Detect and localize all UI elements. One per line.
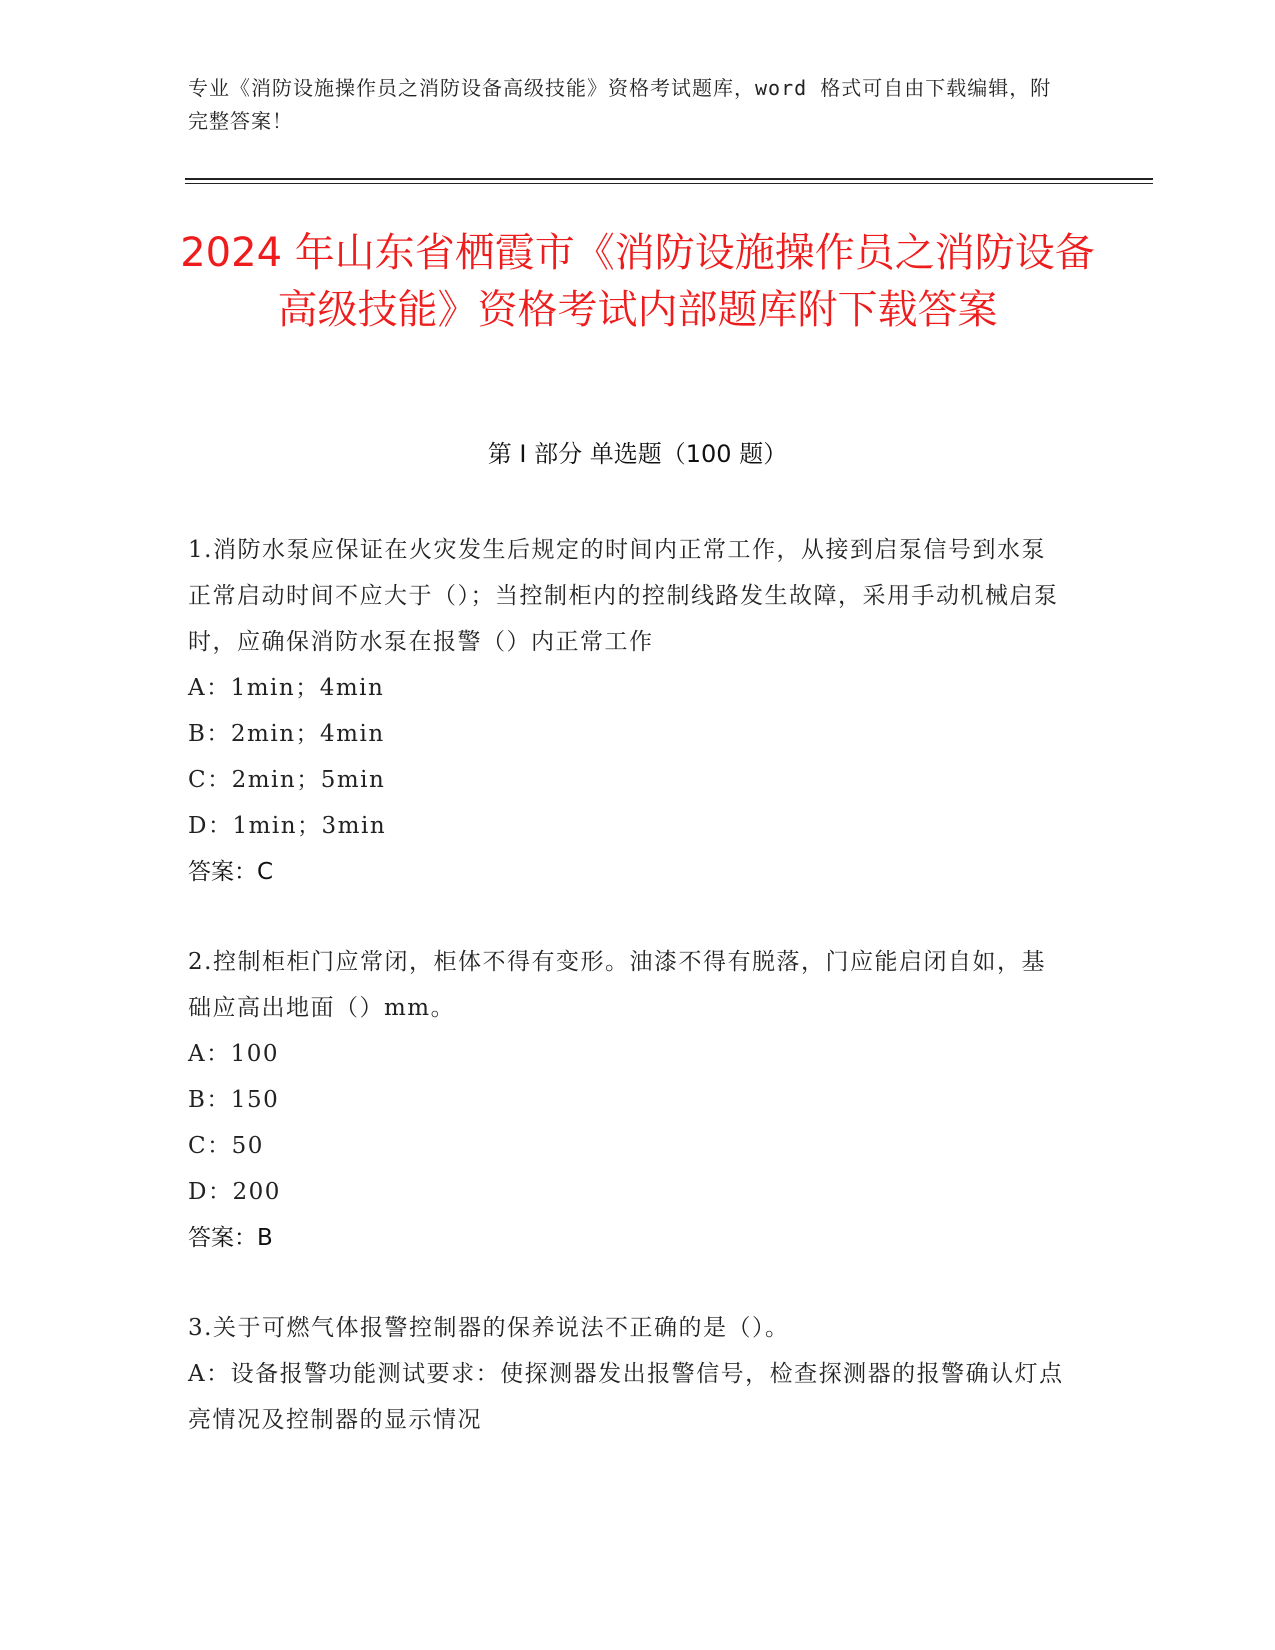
option-a: A：设备报警功能测试要求：使探测器发出报警信号，检查探测器的报警确认灯点亮情况及控制器的显示情况 bbox=[188, 1361, 1064, 1433]
header-divider-thin bbox=[185, 183, 1153, 184]
question-text: 3.关于可燃气体报警控制器的保养说法不正确的是（）。 bbox=[188, 1315, 790, 1341]
option-c: C：2min；5min bbox=[188, 767, 386, 793]
option-d: D：200 bbox=[188, 1179, 281, 1205]
question-list bbox=[188, 527, 1068, 1443]
question-gap bbox=[188, 1261, 1068, 1305]
answer: 答案：B bbox=[188, 1225, 273, 1251]
question-1 bbox=[188, 527, 1068, 895]
question-text: 2.控制柜柜门应常闭，柜体不得有变形。油漆不得有脱落，门应能启闭自如，基础应高出地面（）mm。 bbox=[188, 949, 1046, 1021]
document-title: 2024 年山东省栖霞市《消防设施操作员之消防设备高级技能》资格考试内部题库附下载答案 bbox=[180, 230, 1095, 333]
header-divider-thick bbox=[185, 178, 1153, 180]
option-d: D：1min；3min bbox=[188, 813, 387, 839]
question-2 bbox=[188, 939, 1068, 1261]
option-a: A：100 bbox=[188, 1041, 280, 1067]
question-gap bbox=[188, 895, 1068, 939]
question-text: 1.消防水泵应保证在火灾发生后规定的时间内正常工作，从接到启泵信号到水泵正常启动时间不应大于（）；当控制柜内的控制线路发生故障，采用手动机械启泵时，应确保消防水泵在报警（）内正常工作 bbox=[188, 537, 1059, 655]
option-b: B：150 bbox=[188, 1087, 280, 1113]
option-a: A：1min；4min bbox=[188, 675, 385, 701]
answer: 答案：C bbox=[188, 859, 274, 885]
option-c: C：50 bbox=[188, 1133, 264, 1159]
question-3 bbox=[188, 1305, 1068, 1443]
option-b: B：2min；4min bbox=[188, 721, 385, 747]
header-note: 专业《消防设施操作员之消防设备高级技能》资格考试题库，word 格式可自由下载编辑，附完整答案！ bbox=[188, 76, 1052, 133]
section-heading: 第 I 部分 单选题（100 题） bbox=[487, 440, 788, 468]
